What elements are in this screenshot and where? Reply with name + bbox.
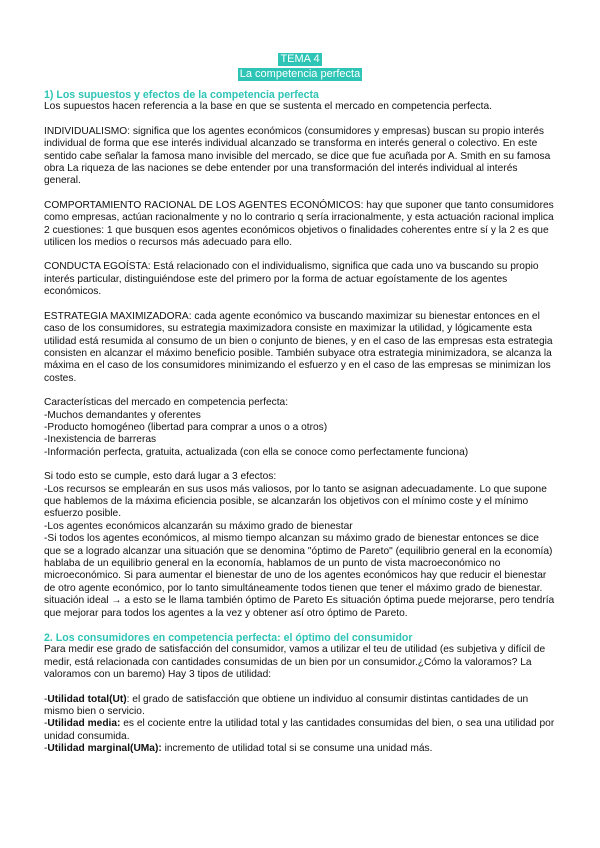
utilidad-definition: : el grado de satisfacción que obtiene un individuo al consumir distintas cantidades de un mismo bien o servicio. — [44, 693, 529, 718]
utilidad-definition: incremento de utilidad total si se consume una unidad más. — [161, 743, 433, 755]
utilidad-prefix: - — [44, 693, 48, 705]
title-line-2: La competencia perfecta — [239, 68, 361, 80]
efectos-title: Si todo esto se cumple, esto dará lugar a 3 efectos: — [44, 471, 277, 483]
caracteristica-item: -Información perfecta, gratuita, actualizada (con ella se conoce como perfectamente funciona) — [44, 446, 469, 458]
utilidad-term: Utilidad media: — [47, 718, 121, 730]
paragraph-individualismo: INDIVIDUALISMO: significa que los agentes económicos (consumidores y empresas) buscan su propio interés individual de forma que ese interés individual alcanzado se transforma en interés general o colectivo. En este sentido cabe señalar la famosa mano invisible del mercado, se dice que fue acuñada por A. Smith en su famosa obra La riqueza de las naciones se debe entender por una transformación del interés individual al interés general. — [44, 125, 551, 187]
efecto-item: -Los recursos se emplearán en sus usos más valiosos, por lo tanto se asignan adecuadamente. Lo que supone que hablemos de la máxima eficiencia posible, se alcanzarán los objetivos con el mínimo coste y el mínimo esfuerzo posible. — [44, 483, 547, 520]
efecto-item: -Si todos los agentes económicos, al mismo tiempo alcanzan su máximo grado de bienestar entonces se dice que se a logrado alcanzar una situación que se denomina "óptimo de Pareto" (equilibrio general en la economía) hablaba de un equilibrio general en la economía, hablamos de un punto de vista macroeconómico no microeconómico. Si para aumentar el bienestar de uno de los agentes económicos hay que reducir el bienestar de otro agente económico, por lo tanto simultáneamente todos tienen que tener el máximo grado de bienestar. situación ideal → a esto se le llama también óptimo de Pareto Es situación óptima puede mejorarse, pero tendría que mejorar para todos los agentes a la vez y obtener así otro óptimo de Pareto. — [44, 533, 555, 619]
caracteristicas-title: Características del mercado en competencia perfecta: — [44, 397, 289, 409]
utilidad-media — [44, 718, 556, 743]
section-1-intro: Los supuestos hacen referencia a la base en que se sustenta el mercado en competencia perfecta. — [44, 101, 492, 113]
utilidad-total — [44, 694, 556, 719]
title-line-1: TEMA 4 — [280, 53, 320, 65]
utilidad-definition: es el cociente entre la utilidad total y las cantidades consumidas del bien, o sea una utilidad por unidad consumida. — [44, 718, 555, 742]
utilidad-prefix: - — [44, 743, 48, 755]
section-1-heading: 1) Los supuestos y efectos de la competencia perfecta — [44, 89, 319, 101]
utilidad-term: Utilidad marginal(UMa): — [47, 743, 162, 755]
caracteristica-item: -Muchos demandantes y oferentes — [44, 409, 201, 421]
caracteristica-item: -Producto homogéneo (libertad para comprar a unos o a otros) — [44, 421, 328, 433]
paragraph-conducta: CONDUCTA EGOÍSTA: Está relacionado con el individualismo, significa que cada uno va buscando su propio interés particular, distinguiéndose este del primero por la forma de actuar egoístamente de los agentes económicos. — [44, 261, 539, 298]
utilidad-term: Utilidad total(Ut) — [47, 693, 127, 705]
paragraph-comportamiento: COMPORTAMIENTO RACIONAL DE LOS AGENTES ECONÓMICOS: hay que suponer que tanto consumidores como empresas, actúan racionalmente y no lo contrario q sería irracionalmente, y esta actuación racional implica 2 cuestiones: 1 que busquen esos agentes económicos objetivos o finalidades coherentes entre sí y la 2 es que utilicen los medios o recursos más adecuado para ello. — [44, 199, 554, 249]
paragraph-estrategia: ESTRATEGIA MAXIMIZADORA: cada agente económico va buscando maximizar su bienestar entonces en el caso de los consumidores, su estrategia maximizadora consiste en maximizar la utilidad, y lógicamente esta utilidad está resumida al consumo de un bien o conjunto de bienes, y en el caso de las empresas esta estrategia consisten en alcanzar el máximo beneficio posible. También subyace otra estrategia minimizadora, se alcanza la máxima en el caso de los consumidores minimizando el esfuerzo y en el caso de las empresas se minimizan los costes. — [44, 310, 553, 384]
efecto-item: -Los agentes económicos alcanzarán su máximo grado de bienestar — [44, 520, 353, 532]
section-2-intro: Para medir ese grado de satisfacción del consumidor, vamos a utilizar el teu de utilidad (es subjetiva y difícil de medir, está relacionada con cantidades consumidas de un bien por un consumidor.¿Cómo la valoramos? La valoramos con un baremo) Hay 3 tipos de utilidad: — [44, 644, 546, 681]
document-body — [44, 89, 556, 756]
document-title — [0, 51, 600, 81]
utilidad-prefix: - — [44, 718, 48, 730]
utilidad-marginal — [44, 743, 556, 755]
section-2-heading: 2. Los consumidores en competencia perfecta: el óptimo del consumidor — [44, 632, 413, 645]
caracteristica-item: -Inexistencia de barreras — [44, 434, 157, 446]
